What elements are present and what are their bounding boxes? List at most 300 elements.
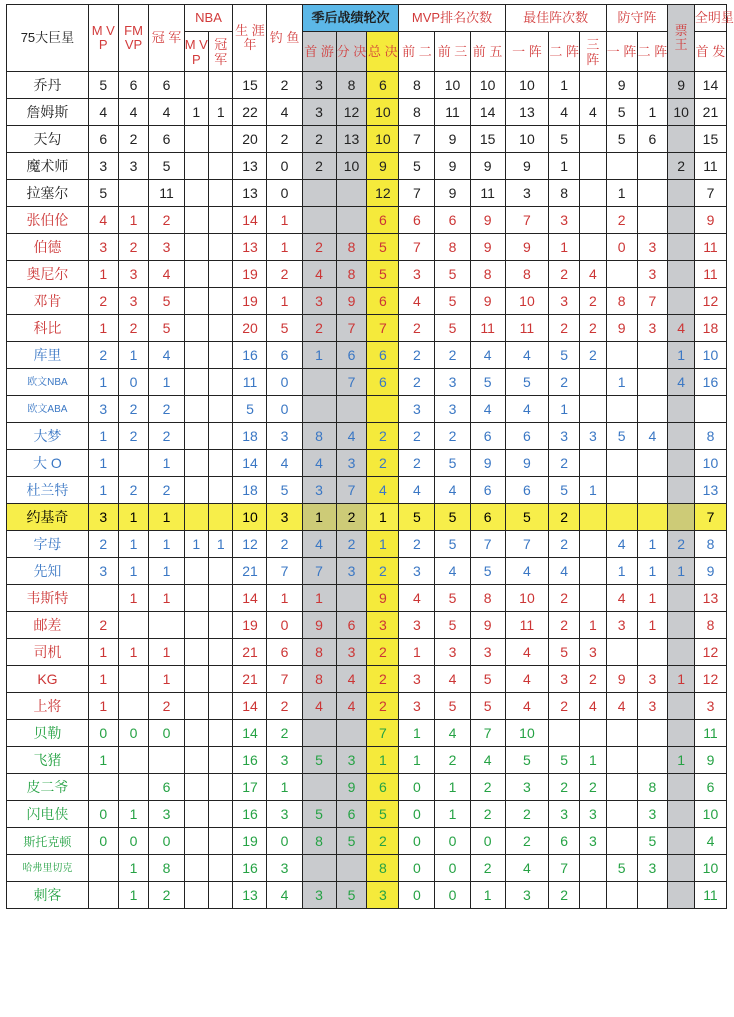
stat-cell: 3 — [302, 477, 336, 504]
stat-cell — [580, 531, 607, 558]
header-all-nba: 最佳阵次数 — [505, 5, 606, 32]
stat-cell — [184, 342, 208, 369]
stat-cell — [580, 585, 607, 612]
stat-cell — [336, 585, 367, 612]
stat-cell — [637, 882, 668, 909]
stat-cell: 3 — [399, 261, 435, 288]
stat-cell: 1 — [118, 504, 149, 531]
stat-cell: 2 — [336, 531, 367, 558]
stat-cell: 2 — [549, 261, 580, 288]
stat-cell — [184, 558, 208, 585]
stat-cell: 9 — [668, 72, 695, 99]
stat-cell: 6 — [336, 612, 367, 639]
stat-cell: 12 — [367, 180, 399, 207]
stat-cell: 16 — [694, 369, 726, 396]
stat-cell: 3 — [505, 180, 549, 207]
stat-cell: 5 — [435, 288, 470, 315]
stat-cell: 2 — [267, 72, 302, 99]
player-name: 奥尼尔 — [7, 261, 89, 288]
table-row — [7, 315, 727, 342]
stat-cell — [580, 558, 607, 585]
stat-cell: 12 — [694, 666, 726, 693]
stat-cell — [637, 639, 668, 666]
stat-cell: 10 — [233, 504, 267, 531]
stat-cell: 8 — [470, 585, 505, 612]
stat-cell: 13 — [233, 153, 267, 180]
stat-cell: 1 — [88, 747, 118, 774]
stat-cell: 1 — [267, 234, 302, 261]
stat-cell: 6 — [336, 342, 367, 369]
stat-cell: 4 — [267, 99, 302, 126]
stat-cell: 1 — [580, 747, 607, 774]
stat-cell: 2 — [549, 882, 580, 909]
stat-cell: 3 — [637, 801, 668, 828]
stat-cell: 3 — [367, 882, 399, 909]
stat-cell: 1 — [549, 72, 580, 99]
stat-cell — [209, 828, 233, 855]
stat-cell — [209, 720, 233, 747]
stat-cell: 7 — [549, 855, 580, 882]
table-body — [7, 72, 727, 909]
stat-cell: 1 — [118, 801, 149, 828]
stat-cell — [184, 288, 208, 315]
stat-cell: 1 — [88, 477, 118, 504]
stat-cell — [580, 234, 607, 261]
stat-cell — [336, 180, 367, 207]
header-career: 生 涯 年 — [233, 5, 267, 72]
player-name: 邓肯 — [7, 288, 89, 315]
stat-cell — [606, 882, 637, 909]
stat-cell — [336, 720, 367, 747]
stat-cell: 2 — [435, 747, 470, 774]
table-row — [7, 774, 727, 801]
stat-cell: 9 — [367, 153, 399, 180]
header-scoring: 票 王 — [668, 5, 695, 72]
stat-cell — [209, 342, 233, 369]
stat-cell: 1 — [637, 531, 668, 558]
stat-cell: 8 — [302, 639, 336, 666]
stat-cell: 3 — [637, 234, 668, 261]
stat-cell: 11 — [149, 180, 184, 207]
stat-cell: 4 — [668, 369, 695, 396]
stat-cell — [184, 855, 208, 882]
stat-cell: 9 — [435, 180, 470, 207]
header-all-def-2: 二 阵 — [637, 32, 668, 72]
stat-cell: 19 — [233, 828, 267, 855]
stat-cell: 6 — [336, 801, 367, 828]
stat-cell: 2 — [668, 153, 695, 180]
stat-cell — [209, 234, 233, 261]
stat-cell: 2 — [580, 288, 607, 315]
stat-cell: 13 — [233, 180, 267, 207]
stat-cell: 5 — [399, 153, 435, 180]
stat-cell: 1 — [580, 612, 607, 639]
stat-cell: 5 — [367, 261, 399, 288]
stat-cell: 3 — [580, 423, 607, 450]
player-name: 贝勒 — [7, 720, 89, 747]
stat-cell: 7 — [336, 369, 367, 396]
player-name: 欧文NBA — [7, 369, 89, 396]
table-row — [7, 423, 727, 450]
stat-cell — [580, 126, 607, 153]
stat-cell: 1 — [149, 666, 184, 693]
stat-cell — [637, 477, 668, 504]
stat-cell: 1 — [88, 315, 118, 342]
stat-cell: 6 — [435, 207, 470, 234]
stat-cell: 3 — [637, 666, 668, 693]
stat-cell: 5 — [435, 612, 470, 639]
stat-cell — [209, 450, 233, 477]
header-po-semi: 分 决 — [336, 32, 367, 72]
stat-cell: 2 — [435, 423, 470, 450]
stat-cell — [668, 774, 695, 801]
stat-cell: 16 — [233, 342, 267, 369]
stat-cell: 12 — [694, 288, 726, 315]
stat-cell — [209, 639, 233, 666]
stat-cell: 2 — [549, 612, 580, 639]
header-mvp-top3: 前 三 — [435, 32, 470, 72]
stat-cell: 1 — [118, 639, 149, 666]
stat-cell: 5 — [606, 423, 637, 450]
stat-cell: 5 — [606, 126, 637, 153]
stat-cell: 2 — [470, 801, 505, 828]
stat-cell — [209, 666, 233, 693]
stat-cell: 5 — [336, 828, 367, 855]
stat-cell: 3 — [336, 450, 367, 477]
stat-cell: 6 — [267, 342, 302, 369]
player-name: 科比 — [7, 315, 89, 342]
player-name: 先知 — [7, 558, 89, 585]
stat-cell: 4 — [302, 261, 336, 288]
stat-cell — [209, 396, 233, 423]
stat-cell: 9 — [606, 315, 637, 342]
stat-cell: 3 — [549, 423, 580, 450]
stat-cell: 4 — [580, 693, 607, 720]
stat-cell: 10 — [694, 855, 726, 882]
header-all-def-1: 一 阵 — [606, 32, 637, 72]
stat-cell: 4 — [435, 477, 470, 504]
table-row — [7, 126, 727, 153]
stat-cell: 6 — [470, 423, 505, 450]
stat-cell: 2 — [149, 396, 184, 423]
stat-cell: 1 — [549, 396, 580, 423]
table-row — [7, 666, 727, 693]
stat-cell: 2 — [267, 531, 302, 558]
stat-cell: 9 — [336, 774, 367, 801]
stat-cell: 16 — [233, 747, 267, 774]
stat-cell: 2 — [267, 261, 302, 288]
stat-cell: 3 — [637, 261, 668, 288]
stat-cell — [580, 882, 607, 909]
stats-table — [6, 4, 734, 909]
stat-cell: 2 — [88, 342, 118, 369]
stat-cell: 1 — [637, 99, 668, 126]
stat-cell — [184, 126, 208, 153]
player-name: 大 O — [7, 450, 89, 477]
header-all-def: 防守阵 — [606, 5, 668, 32]
stat-cell: 4 — [668, 315, 695, 342]
stat-cell: 9 — [435, 153, 470, 180]
stat-cell — [209, 747, 233, 774]
stat-cell — [668, 450, 695, 477]
stat-cell: 1 — [149, 369, 184, 396]
stat-cell: 1 — [637, 558, 668, 585]
stat-cell: 2 — [549, 504, 580, 531]
stat-cell: 0 — [88, 801, 118, 828]
stat-cell: 2 — [367, 828, 399, 855]
stat-cell: 5 — [149, 153, 184, 180]
player-name: 刺客 — [7, 882, 89, 909]
stat-cell: 1 — [209, 531, 233, 558]
stat-cell — [184, 693, 208, 720]
stat-cell: 1 — [367, 504, 399, 531]
stat-cell: 6 — [399, 207, 435, 234]
player-name: 詹姆斯 — [7, 99, 89, 126]
header-corner: 75大巨星 — [7, 5, 89, 72]
stat-cell: 1 — [88, 423, 118, 450]
table-row — [7, 531, 727, 558]
stat-cell — [209, 774, 233, 801]
table-row — [7, 504, 727, 531]
header-allstar: 全明星 — [694, 5, 726, 32]
table-row — [7, 585, 727, 612]
stat-cell: 4 — [505, 558, 549, 585]
stat-cell: 2 — [149, 693, 184, 720]
stat-cell: 6 — [637, 126, 668, 153]
stat-cell: 4 — [606, 693, 637, 720]
stat-cell: 5 — [88, 180, 118, 207]
stat-cell: 4 — [302, 450, 336, 477]
stat-cell: 1 — [302, 585, 336, 612]
header-all-nba-2: 二 阵 — [549, 32, 580, 72]
stat-cell: 2 — [367, 693, 399, 720]
stat-cell: 14 — [470, 99, 505, 126]
stat-cell: 2 — [399, 450, 435, 477]
stat-cell — [668, 828, 695, 855]
stat-cell: 7 — [336, 477, 367, 504]
stat-cell: 4 — [505, 396, 549, 423]
stat-cell: 14 — [233, 450, 267, 477]
stat-cell: 3 — [267, 855, 302, 882]
stat-cell: 1 — [118, 342, 149, 369]
player-name: 闪电侠 — [7, 801, 89, 828]
stat-cell: 21 — [694, 99, 726, 126]
stat-cell: 20 — [233, 126, 267, 153]
stat-cell: 1 — [88, 450, 118, 477]
stat-cell: 2 — [267, 720, 302, 747]
stat-cell: 4 — [367, 477, 399, 504]
stat-cell — [118, 612, 149, 639]
stat-cell: 3 — [399, 396, 435, 423]
stat-cell: 2 — [118, 477, 149, 504]
stat-cell: 1 — [88, 369, 118, 396]
stat-cell — [302, 369, 336, 396]
stat-cell — [302, 180, 336, 207]
stat-cell: 3 — [435, 369, 470, 396]
player-name: 约基奇 — [7, 504, 89, 531]
stat-cell: 7 — [637, 288, 668, 315]
stat-cell: 2 — [118, 315, 149, 342]
stat-cell: 11 — [470, 180, 505, 207]
stat-cell: 9 — [694, 207, 726, 234]
stat-cell: 3 — [88, 558, 118, 585]
stat-cell: 5 — [470, 693, 505, 720]
stat-cell — [88, 585, 118, 612]
stat-cell — [606, 450, 637, 477]
header-champ: 冠 军 — [149, 5, 184, 72]
stat-cell: 4 — [505, 855, 549, 882]
stat-cell: 5 — [367, 801, 399, 828]
stat-cell: 7 — [694, 504, 726, 531]
stat-cell: 3 — [118, 261, 149, 288]
stat-cell: 2 — [367, 558, 399, 585]
stat-cell: 3 — [549, 801, 580, 828]
stat-cell: 4 — [336, 693, 367, 720]
stat-cell: 4 — [606, 585, 637, 612]
stat-cell — [668, 612, 695, 639]
stat-cell: 1 — [668, 747, 695, 774]
stat-cell — [184, 747, 208, 774]
stat-cell — [118, 774, 149, 801]
table-row — [7, 747, 727, 774]
stat-cell: 2 — [505, 828, 549, 855]
stat-cell: 4 — [470, 747, 505, 774]
stat-cell: 19 — [233, 612, 267, 639]
player-name: 飞猪 — [7, 747, 89, 774]
stat-cell — [184, 207, 208, 234]
stat-cell: 5 — [367, 234, 399, 261]
stat-cell: 15 — [470, 126, 505, 153]
stat-cell — [184, 477, 208, 504]
stat-cell: 3 — [302, 72, 336, 99]
stat-cell: 5 — [435, 504, 470, 531]
stat-cell: 6 — [505, 423, 549, 450]
stat-cell: 10 — [435, 72, 470, 99]
stat-cell: 1 — [88, 639, 118, 666]
stat-cell: 5 — [267, 477, 302, 504]
stat-cell: 3 — [149, 234, 184, 261]
stat-cell: 14 — [233, 585, 267, 612]
stat-cell: 1 — [435, 801, 470, 828]
stat-cell — [209, 855, 233, 882]
stat-cell — [367, 396, 399, 423]
stat-cell: 1 — [399, 639, 435, 666]
stat-cell — [184, 234, 208, 261]
stat-cell: 5 — [505, 369, 549, 396]
stat-cell: 3 — [505, 774, 549, 801]
stat-cell — [149, 747, 184, 774]
stat-cell — [184, 774, 208, 801]
stat-cell — [209, 693, 233, 720]
stat-cell — [580, 720, 607, 747]
stat-cell: 1 — [118, 855, 149, 882]
stat-cell: 5 — [149, 288, 184, 315]
stat-cell — [637, 747, 668, 774]
stat-cell: 3 — [267, 504, 302, 531]
stat-cell: 5 — [549, 126, 580, 153]
stat-cell: 10 — [668, 99, 695, 126]
stat-cell — [580, 180, 607, 207]
stat-cell: 0 — [435, 855, 470, 882]
stat-cell: 7 — [399, 126, 435, 153]
stat-cell: 4 — [88, 207, 118, 234]
stat-cell: 14 — [233, 693, 267, 720]
stat-cell: 3 — [606, 612, 637, 639]
stat-cell: 5 — [470, 666, 505, 693]
stat-cell: 11 — [694, 234, 726, 261]
stat-cell: 8 — [549, 180, 580, 207]
stat-cell: 2 — [118, 396, 149, 423]
stat-cell: 1 — [267, 774, 302, 801]
stat-cell — [336, 207, 367, 234]
header-all-nba-1: 一 阵 — [505, 32, 549, 72]
stat-cell: 1 — [470, 882, 505, 909]
table-row — [7, 72, 727, 99]
stat-cell: 3 — [637, 315, 668, 342]
stat-cell: 2 — [149, 207, 184, 234]
stat-cell: 2 — [549, 774, 580, 801]
stat-cell: 10 — [367, 126, 399, 153]
stat-cell: 8 — [505, 261, 549, 288]
stat-cell — [668, 720, 695, 747]
stat-cell: 14 — [233, 207, 267, 234]
stat-cell — [606, 342, 637, 369]
stat-cell — [209, 369, 233, 396]
stat-cell — [606, 396, 637, 423]
stat-cell: 2 — [302, 126, 336, 153]
stat-cell: 8 — [399, 72, 435, 99]
stat-cell: 1 — [435, 774, 470, 801]
stat-cell: 6 — [505, 477, 549, 504]
stat-cell — [209, 207, 233, 234]
stat-cell — [184, 585, 208, 612]
stat-cell: 8 — [435, 234, 470, 261]
header-mvp-rank: MVP排名次数 — [399, 5, 505, 32]
player-name: 韦斯特 — [7, 585, 89, 612]
stat-cell: 9 — [606, 72, 637, 99]
stat-cell: 21 — [233, 639, 267, 666]
stat-cell: 6 — [694, 774, 726, 801]
stat-cell: 10 — [694, 801, 726, 828]
stat-cell — [209, 261, 233, 288]
stat-cell: 12 — [233, 531, 267, 558]
stat-cell — [209, 423, 233, 450]
stat-cell: 4 — [505, 342, 549, 369]
stat-cell: 3 — [88, 153, 118, 180]
stat-cell: 2 — [580, 315, 607, 342]
stat-cell — [88, 855, 118, 882]
table-row — [7, 720, 727, 747]
stat-cell: 8 — [470, 261, 505, 288]
stat-cell: 8 — [302, 666, 336, 693]
table-row — [7, 477, 727, 504]
stat-cell: 2 — [88, 612, 118, 639]
stat-cell: 3 — [580, 639, 607, 666]
stat-cell — [668, 801, 695, 828]
stat-cell: 6 — [149, 774, 184, 801]
stat-cell: 9 — [470, 288, 505, 315]
stat-cell: 11 — [694, 261, 726, 288]
stat-cell: 1 — [668, 342, 695, 369]
stat-cell: 2 — [399, 342, 435, 369]
stat-cell: 5 — [549, 639, 580, 666]
stat-cell: 0 — [118, 369, 149, 396]
stat-cell — [118, 666, 149, 693]
stat-cell: 13 — [233, 882, 267, 909]
stat-cell: 3 — [336, 558, 367, 585]
stats-table-container — [6, 4, 734, 909]
stat-cell: 19 — [233, 288, 267, 315]
